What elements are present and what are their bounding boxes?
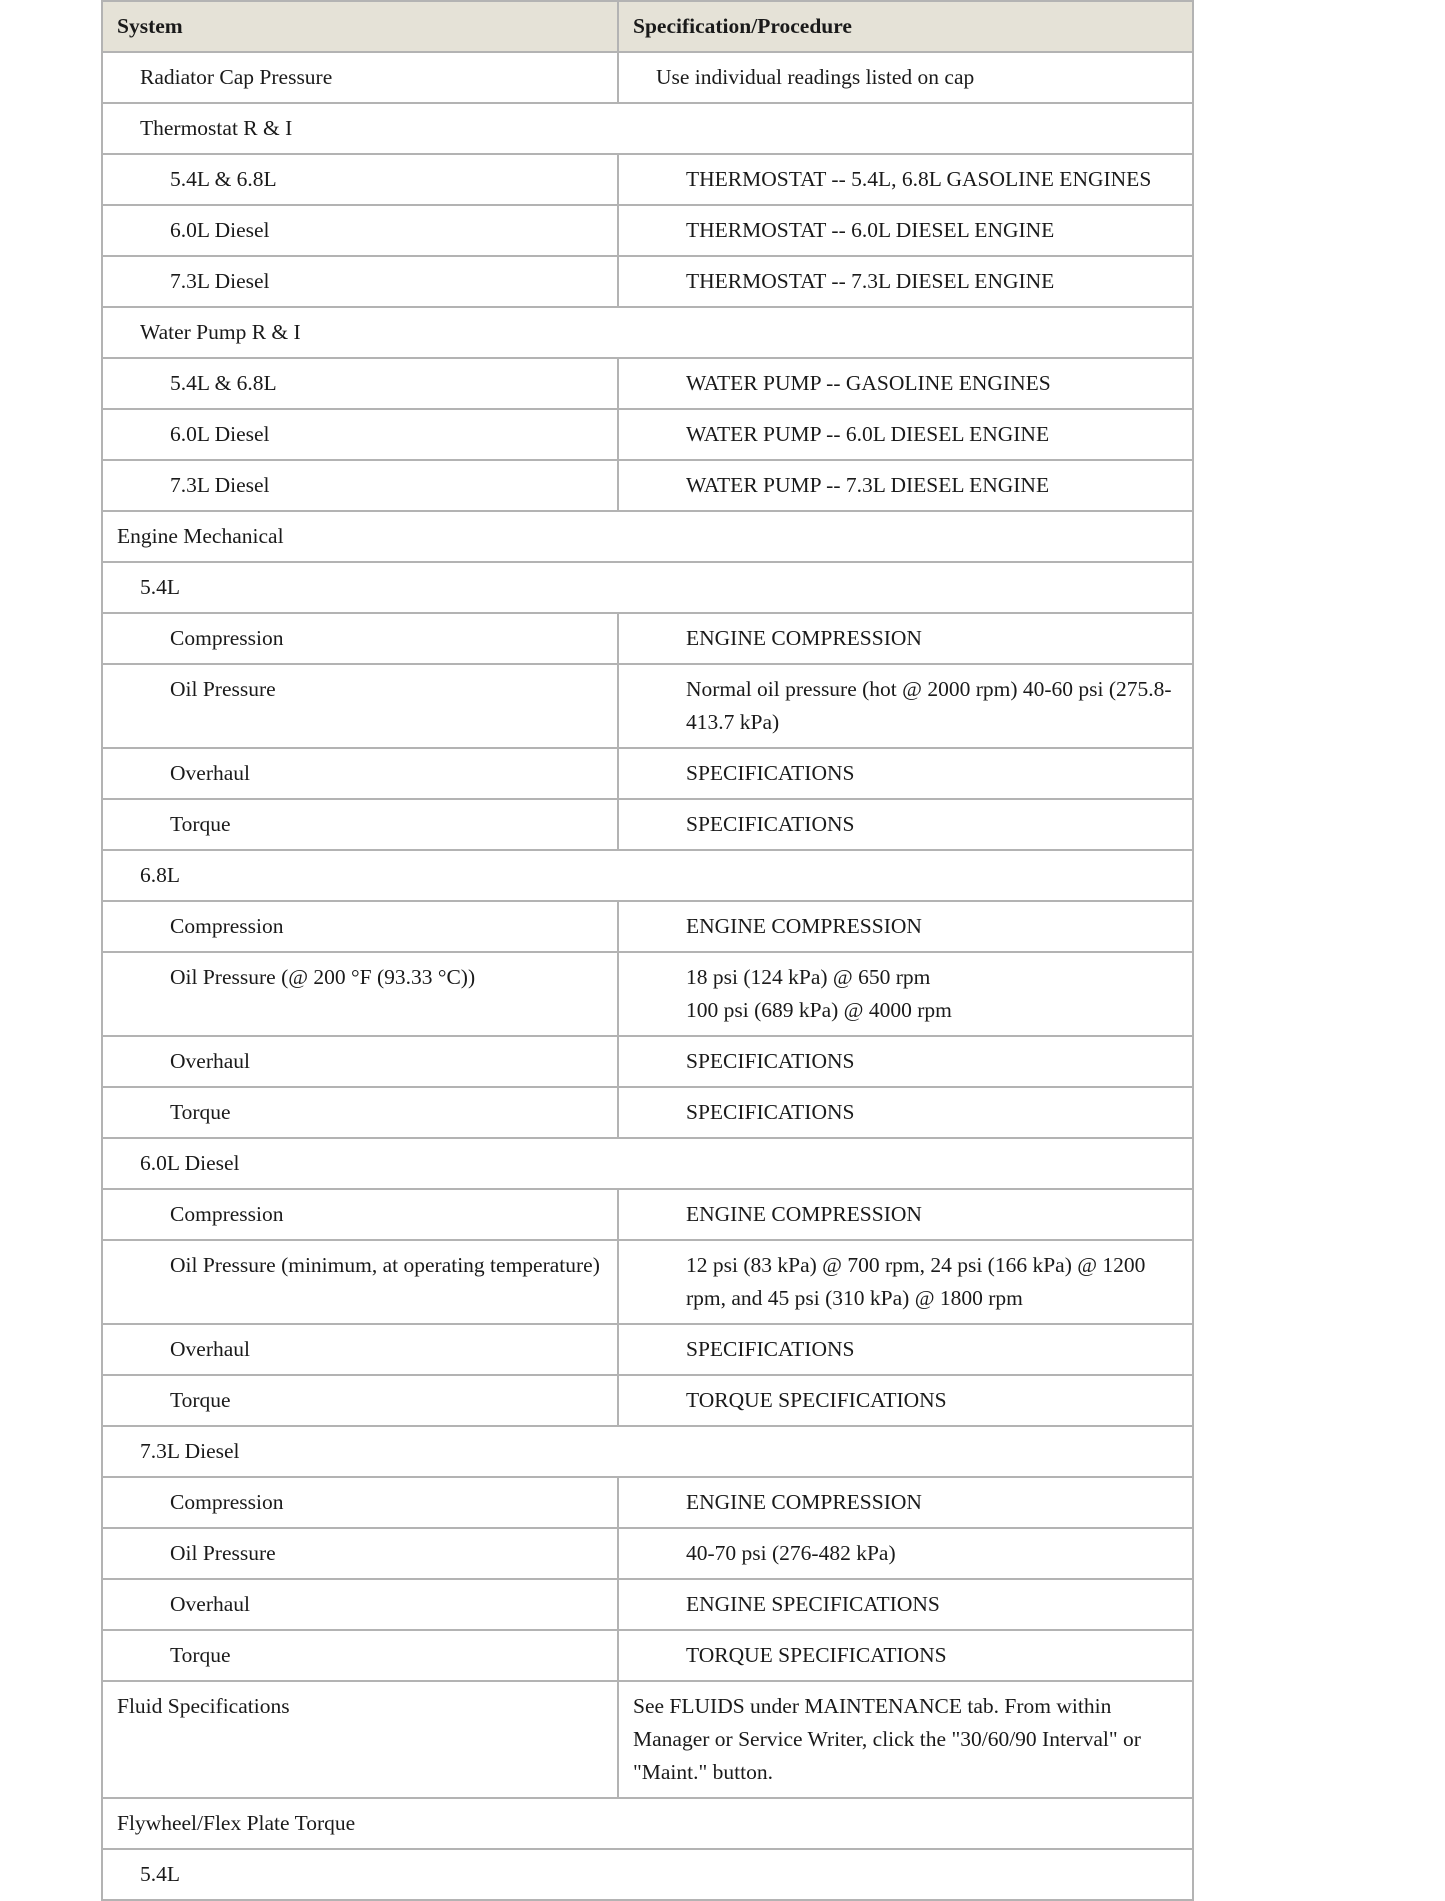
section-heading: Thermostat R & I — [102, 103, 1193, 154]
table-row — [102, 1630, 1193, 1681]
system-cell: 6.0L Diesel — [102, 409, 618, 460]
section-heading: Flywheel/Flex Plate Torque — [102, 1798, 1193, 1849]
spec-cell: THERMOSTAT -- 7.3L DIESEL ENGINE — [618, 256, 1193, 307]
section-heading: 6.0L Diesel — [102, 1138, 1193, 1189]
spec-cell: ENGINE COMPRESSION — [618, 1189, 1193, 1240]
system-cell: Compression — [102, 613, 618, 664]
table-row — [102, 205, 1193, 256]
system-cell: 7.3L Diesel — [102, 460, 618, 511]
spec-cell: SPECIFICATIONS — [618, 1324, 1193, 1375]
section-row — [102, 307, 1193, 358]
system-cell: Oil Pressure (minimum, at operating temperature) — [102, 1240, 618, 1324]
section-heading: 5.4L — [102, 1849, 1193, 1900]
section-heading: 6.8L — [102, 850, 1193, 901]
system-cell: Radiator Cap Pressure — [102, 52, 618, 103]
table-row — [102, 1087, 1193, 1138]
spec-cell: TORQUE SPECIFICATIONS — [618, 1375, 1193, 1426]
spec-cell: SPECIFICATIONS — [618, 1087, 1193, 1138]
spec-cell: TORQUE SPECIFICATIONS — [618, 1630, 1193, 1681]
spec-cell: ENGINE COMPRESSION — [618, 1477, 1193, 1528]
spec-cell — [618, 952, 1193, 1036]
spec-cell: ENGINE SPECIFICATIONS — [618, 1579, 1193, 1630]
spec-cell: WATER PUMP -- 6.0L DIESEL ENGINE — [618, 409, 1193, 460]
table-row — [102, 664, 1193, 748]
spec-cell: THERMOSTAT -- 5.4L, 6.8L GASOLINE ENGINES — [618, 154, 1193, 205]
table-row — [102, 1324, 1193, 1375]
table-row — [102, 1189, 1193, 1240]
section-heading: 5.4L — [102, 562, 1193, 613]
spec-cell: SPECIFICATIONS — [618, 1036, 1193, 1087]
section-row — [102, 1849, 1193, 1900]
system-cell: Compression — [102, 901, 618, 952]
table-row — [102, 748, 1193, 799]
system-cell: Overhaul — [102, 1036, 618, 1087]
section-row — [102, 1138, 1193, 1189]
spec-cell: ENGINE COMPRESSION — [618, 613, 1193, 664]
spec-cell: 12 psi (83 kPa) @ 700 rpm, 24 psi (166 kPa) @ 1200 rpm, and 45 psi (310 kPa) @ 1800 rpm — [618, 1240, 1193, 1324]
system-cell: Compression — [102, 1477, 618, 1528]
system-cell: Torque — [102, 1630, 618, 1681]
spec-cell: 40-70 psi (276-482 kPa) — [618, 1528, 1193, 1579]
section-row — [102, 850, 1193, 901]
spec-line: 100 psi (689 kPa) @ 4000 rpm — [686, 998, 952, 1022]
system-cell: Overhaul — [102, 748, 618, 799]
spec-line: 18 psi (124 kPa) @ 650 rpm — [686, 965, 931, 989]
system-cell: 5.4L & 6.8L — [102, 154, 618, 205]
spec-cell: Normal oil pressure (hot @ 2000 rpm) 40-60 psi (275.8-413.7 kPa) — [618, 664, 1193, 748]
table-row — [102, 799, 1193, 850]
system-cell: Torque — [102, 1087, 618, 1138]
spec-cell: ENGINE COMPRESSION — [618, 901, 1193, 952]
system-cell: Torque — [102, 799, 618, 850]
table-row — [102, 154, 1193, 205]
table-row — [102, 358, 1193, 409]
section-row — [102, 562, 1193, 613]
system-cell: Overhaul — [102, 1324, 618, 1375]
table-row — [102, 256, 1193, 307]
system-cell: 5.4L & 6.8L — [102, 358, 618, 409]
section-heading: Water Pump R & I — [102, 307, 1193, 358]
system-cell: Torque — [102, 1375, 618, 1426]
table-row — [102, 460, 1193, 511]
system-cell: 7.3L Diesel — [102, 256, 618, 307]
system-cell: Fluid Specifications — [102, 1681, 618, 1798]
system-cell: Oil Pressure — [102, 664, 618, 748]
specification-table — [101, 0, 1194, 1901]
header-system: System — [102, 1, 618, 52]
system-cell: Overhaul — [102, 1579, 618, 1630]
spec-cell: WATER PUMP -- GASOLINE ENGINES — [618, 358, 1193, 409]
table-row — [102, 1477, 1193, 1528]
table-row — [102, 1681, 1193, 1798]
section-row — [102, 511, 1193, 562]
table-row — [102, 1375, 1193, 1426]
table-header-row — [102, 1, 1193, 52]
section-heading: Engine Mechanical — [102, 511, 1193, 562]
spec-cell: WATER PUMP -- 7.3L DIESEL ENGINE — [618, 460, 1193, 511]
system-cell: Oil Pressure (@ 200 °F (93.33 °C)) — [102, 952, 618, 1036]
spec-cell: SPECIFICATIONS — [618, 748, 1193, 799]
table-row — [102, 1579, 1193, 1630]
section-row — [102, 1426, 1193, 1477]
table-row — [102, 613, 1193, 664]
section-heading: 7.3L Diesel — [102, 1426, 1193, 1477]
header-spec: Specification/Procedure — [618, 1, 1193, 52]
spec-cell: SPECIFICATIONS — [618, 799, 1193, 850]
spec-cell: Use individual readings listed on cap — [618, 52, 1193, 103]
spec-cell: See FLUIDS under MAINTENANCE tab. From within Manager or Service Writer, click the "30/60/90 Interval" or "Maint." button. — [618, 1681, 1193, 1798]
table-row — [102, 52, 1193, 103]
system-cell: Oil Pressure — [102, 1528, 618, 1579]
table-row — [102, 1240, 1193, 1324]
system-cell: Compression — [102, 1189, 618, 1240]
table-row — [102, 1036, 1193, 1087]
table-row — [102, 409, 1193, 460]
section-row — [102, 1798, 1193, 1849]
table-row — [102, 901, 1193, 952]
table-row — [102, 952, 1193, 1036]
section-row — [102, 103, 1193, 154]
system-cell: 6.0L Diesel — [102, 205, 618, 256]
spec-cell: THERMOSTAT -- 6.0L DIESEL ENGINE — [618, 205, 1193, 256]
table-row — [102, 1528, 1193, 1579]
